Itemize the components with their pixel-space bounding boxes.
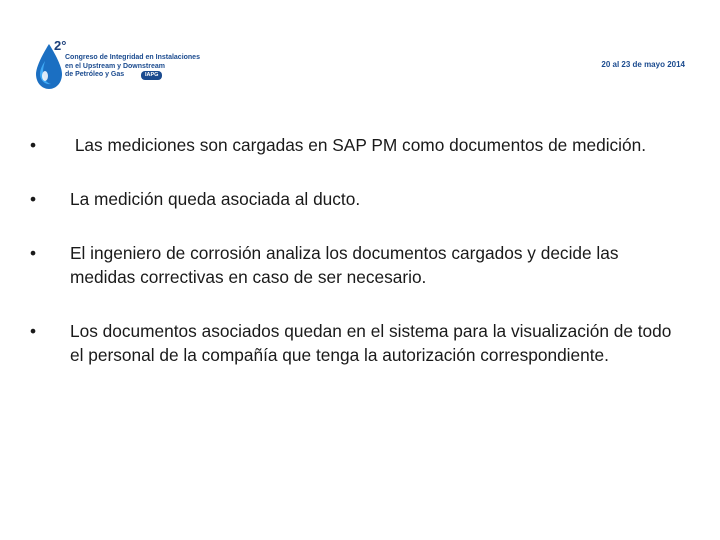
bullet-marker: • [30, 189, 37, 209]
list-item [30, 133, 680, 157]
bullet-list [30, 133, 680, 367]
list-item [30, 241, 680, 289]
congress-title-line: Congreso de Integridad en Instalaciones [65, 54, 200, 61]
bullet-text: La medición queda asociada al ducto. [70, 189, 361, 209]
edition-number: 2° [54, 38, 67, 53]
list-item [30, 187, 680, 211]
congress-title-line: en el Upstream y Downstream [65, 62, 165, 70]
bullet-text: Los documentos asociados quedan en el sistema para la visualización de todo el personal de la compañía que tenga la autorización correspondiente. [70, 321, 672, 365]
bullet-text: El ingeniero de corrosión analiza los documentos cargados y decide las medidas correctivas en caso de ser necesario. [70, 243, 619, 287]
list-item [30, 319, 680, 367]
event-date: 20 al 23 de mayo 2014 [601, 60, 685, 69]
congress-title-line: de Petróleo y Gas [65, 71, 125, 78]
slide-header [0, 0, 720, 100]
bullet-marker: • [30, 243, 37, 263]
bullet-marker: • [30, 321, 37, 341]
bullet-text: Las mediciones son cargadas en SAP PM como documentos de medición. [70, 135, 647, 155]
congress-logo [34, 40, 234, 92]
bullet-marker: • [30, 135, 37, 155]
org-badge: IAPG [141, 71, 162, 80]
